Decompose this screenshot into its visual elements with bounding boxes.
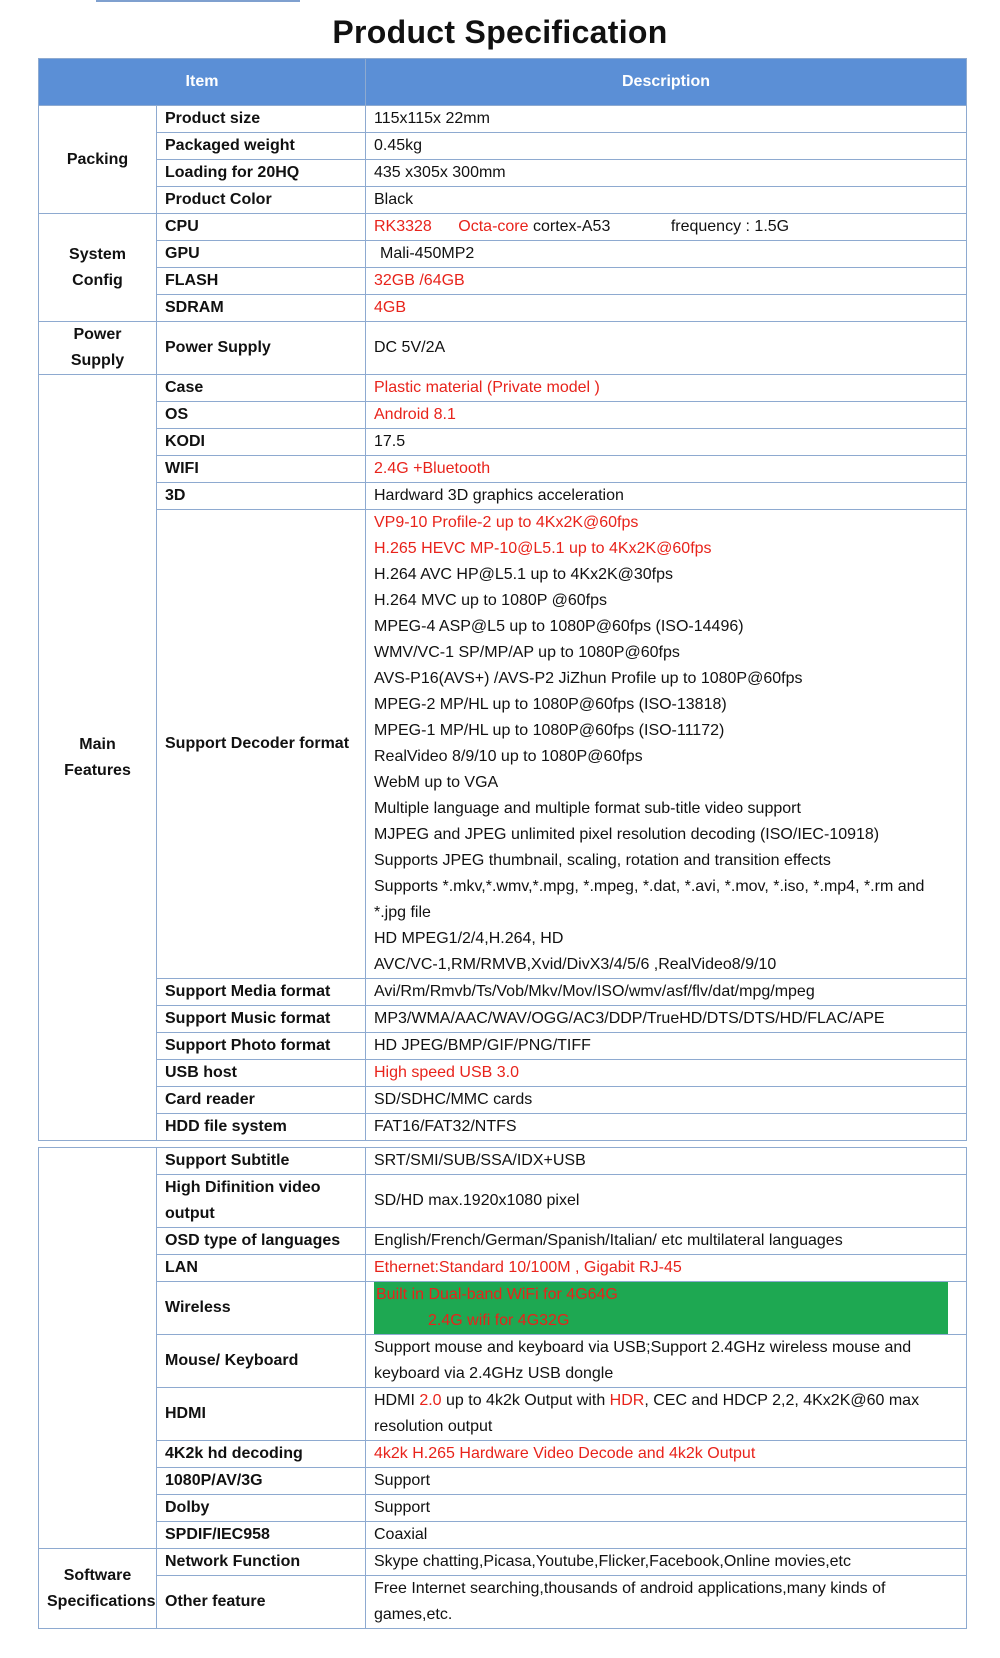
table-row [39, 979, 967, 1006]
spec-value: Ethernet:Standard 10/100M , Gigabit RJ-45 [366, 1255, 967, 1282]
table-row [39, 1388, 967, 1441]
table-row [39, 429, 967, 456]
hdmi-hdr: HDR [609, 1392, 645, 1409]
table-row [39, 214, 967, 241]
value-line: Support mouse and keyboard via USB;Support 2.4GHz wireless mouse and [374, 1339, 912, 1356]
spec-name: LAN [157, 1255, 366, 1282]
value-line: games,etc. [374, 1606, 453, 1623]
list-item: MPEG-4 ASP@L5 up to 1080P@60fps (ISO-14496) [374, 618, 744, 635]
other-feature-value [366, 1576, 967, 1629]
top-decorative-rule [96, 0, 300, 2]
wireless-line: Built in Dual-band WiFi for 4G64G [376, 1286, 618, 1303]
table-row [39, 510, 967, 979]
table-row [39, 456, 967, 483]
spec-value: Mali-450MP2 [366, 241, 967, 268]
spec-value: SD/SDHC/MMC cards [366, 1087, 967, 1114]
spec-value: DC 5V/2A [366, 322, 967, 375]
table-row [39, 106, 967, 133]
spec-name: Packaged weight [157, 133, 366, 160]
spec-value: Hardward 3D graphics acceleration [366, 483, 967, 510]
hdmi-version: 2.0 [419, 1392, 442, 1409]
spec-name: Mouse/ Keyboard [157, 1335, 366, 1388]
table-row [39, 1522, 967, 1549]
table-row [39, 1087, 967, 1114]
table-row [39, 268, 967, 295]
table-row [39, 1282, 967, 1335]
list-item: Multiple language and multiple format sub-title video support [374, 800, 801, 817]
list-item: AVC/VC-1,RM/RMVB,Xvid/DivX3/4/5/6 ,RealVideo8/9/10 [374, 956, 777, 973]
category-line: Software [63, 1566, 132, 1584]
header-item: Item [39, 59, 366, 106]
table-row [39, 1549, 967, 1576]
spec-name: Loading for 20HQ [157, 160, 366, 187]
spec-name: SPDIF/IEC958 [157, 1522, 366, 1549]
spec-name: Support Subtitle [157, 1148, 366, 1175]
spec-value: 435 x305x 300mm [366, 160, 967, 187]
category-power-supply: Power Supply [39, 322, 157, 375]
spec-value: English/French/German/Spanish/Italian/ etc multilateral languages [366, 1228, 967, 1255]
list-item: Supports JPEG thumbnail, scaling, rotation and transition effects [374, 852, 831, 869]
spec-value: HD JPEG/BMP/GIF/PNG/TIFF [366, 1033, 967, 1060]
spec-value: 4GB [366, 295, 967, 322]
table-row [39, 1006, 967, 1033]
spec-name: HDMI [157, 1388, 366, 1441]
spec-name: HDD file system [157, 1114, 366, 1141]
spec-name: 4K2k hd decoding [157, 1441, 366, 1468]
table-header-row [39, 59, 967, 106]
spec-value: Coaxial [366, 1522, 967, 1549]
hdmi-value [366, 1388, 967, 1441]
list-item: *.jpg file [374, 904, 431, 921]
list-item: AVS-P16(AVS+) /AVS-P2 JiZhun Profile up to 1080P@60fps [374, 670, 803, 687]
spec-name: Product size [157, 106, 366, 133]
table-row [39, 295, 967, 322]
table-row [39, 322, 967, 375]
list-item: Supports *.mkv,*.wmv,*.mpg, *.mpeg, *.dat, *.avi, *.mov, *.iso, *.mp4, *.rm and [374, 878, 925, 895]
list-item: H.265 HEVC MP-10@L5.1 up to 4Kx2K@60fps [374, 540, 712, 557]
spec-name: Support Photo format [157, 1033, 366, 1060]
spec-name: Product Color [157, 187, 366, 214]
table-row [39, 1495, 967, 1522]
table-row [39, 1060, 967, 1087]
spec-value: Avi/Rm/Rmvb/Ts/Vob/Mkv/Mov/ISO/wmv/asf/flv/dat/mpg/mpeg [366, 979, 967, 1006]
spec-value: Support [366, 1495, 967, 1522]
table-row [39, 1255, 967, 1282]
category-software [39, 1549, 157, 1629]
hdmi-text: up to 4k2k Output with [441, 1392, 610, 1409]
spec-value: MP3/WMA/AAC/WAV/OGG/AC3/DDP/TrueHD/DTS/DTS/HD/FLAC/APE [366, 1006, 967, 1033]
hdmi-text: HDMI [374, 1392, 420, 1409]
category-line: Specifications [47, 1592, 156, 1610]
category-system-config: System Config [39, 214, 157, 322]
list-item: H.264 AVC HP@L5.1 up to 4Kx2K@30fps [374, 566, 674, 583]
table-row [39, 1228, 967, 1255]
spec-name: Other feature [157, 1576, 366, 1629]
category-blank [39, 1148, 157, 1549]
cpu-arch: cortex-A53 [532, 218, 611, 235]
list-item: WebM up to VGA [374, 774, 499, 791]
mouse-value [366, 1335, 967, 1388]
table-row [39, 375, 967, 402]
list-item: MPEG-2 MP/HL up to 1080P@60fps (ISO-13818) [374, 696, 727, 713]
value-line: keyboard via 2.4GHz USB dongle [374, 1365, 614, 1382]
spec-value: 2.4G +Bluetooth [366, 456, 967, 483]
table-row [39, 187, 967, 214]
wireless-line: 2.4G wifi for 4G32G [428, 1312, 570, 1329]
spec-value: 115x115x 22mm [366, 106, 967, 133]
spec-value: Android 8.1 [366, 402, 967, 429]
table-row [39, 241, 967, 268]
table-row [39, 1468, 967, 1495]
list-item: HD MPEG1/2/4,H.264, HD [374, 930, 564, 947]
table-row [39, 1033, 967, 1060]
table-row [39, 160, 967, 187]
spec-name: Support Media format [157, 979, 366, 1006]
hdmi-text: , CEC and HDCP 2,2, 4Kx2K@60 max [644, 1392, 920, 1409]
hdmi-line-2: resolution output [374, 1418, 493, 1435]
spec-value: High speed USB 3.0 [366, 1060, 967, 1087]
spec-name: Card reader [157, 1087, 366, 1114]
spec-name: GPU [157, 241, 366, 268]
value-line: Free Internet searching,thousands of android applications,many kinds of [374, 1580, 886, 1597]
hdmi-line-1 [374, 1388, 958, 1414]
page-title: Product Specification [332, 14, 668, 50]
table-gap [39, 1141, 967, 1148]
spec-name: SDRAM [157, 295, 366, 322]
spec-value: 17.5 [366, 429, 967, 456]
spec-name: WIFI [157, 456, 366, 483]
cpu-chip: RK3328 [374, 218, 432, 235]
wireless-highlight-box [374, 1282, 948, 1334]
decoder-list [366, 510, 967, 979]
spec-value: SD/HD max.1920x1080 pixel [366, 1175, 967, 1228]
spec-value: Plastic material (Private model ) [366, 375, 967, 402]
spec-name: Support Decoder format [157, 510, 366, 979]
spec-name: OS [157, 402, 366, 429]
spec-name: 3D [157, 483, 366, 510]
spec-name: CPU [157, 214, 366, 241]
cpu-frequency: frequency : 1.5G [670, 218, 790, 235]
category-main-features: Main Features [39, 375, 157, 1141]
spec-value: Skype chatting,Picasa,Youtube,Flicker,Facebook,Online movies,etc [366, 1549, 967, 1576]
list-item: VP9-10 Profile-2 up to 4Kx2K@60fps [374, 514, 639, 531]
table-row [39, 1441, 967, 1468]
wireless-value [366, 1282, 967, 1335]
spec-name: KODI [157, 429, 366, 456]
cpu-cores: Octa-core [458, 218, 529, 235]
spec-value: 32GB /64GB [366, 268, 967, 295]
spec-value-cpu [366, 214, 967, 241]
list-item: H.264 MVC up to 1080P @60fps [374, 592, 607, 609]
spec-value: SRT/SMI/SUB/SSA/IDX+USB [366, 1148, 967, 1175]
header-description: Description [366, 59, 967, 106]
spec-name: Power Supply [157, 322, 366, 375]
spec-name: FLASH [157, 268, 366, 295]
spec-table [38, 58, 967, 1629]
spec-name: Dolby [157, 1495, 366, 1522]
spec-value: 0.45kg [366, 133, 967, 160]
table-row [39, 133, 967, 160]
table-row [39, 1576, 967, 1629]
list-item: MJPEG and JPEG unlimited pixel resolution decoding (ISO/IEC-10918) [374, 826, 880, 843]
table-row [39, 483, 967, 510]
spec-value: 4k2k H.265 Hardware Video Decode and 4k2k Output [366, 1441, 967, 1468]
list-item: MPEG-1 MP/HL up to 1080P@60fps (ISO-11172) [374, 722, 725, 739]
spec-name: USB host [157, 1060, 366, 1087]
list-item: RealVideo 8/9/10 up to 1080P@60fps [374, 748, 643, 765]
table-row [39, 402, 967, 429]
table-row [39, 1175, 967, 1228]
spec-name: Network Function [157, 1549, 366, 1576]
spec-name: OSD type of languages [157, 1228, 366, 1255]
spec-value: Black [366, 187, 967, 214]
spec-name: High Difinition video output [157, 1175, 366, 1228]
category-packing: Packing [39, 106, 157, 214]
spec-name: 1080P/AV/3G [157, 1468, 366, 1495]
table-row [39, 1148, 967, 1175]
table-row [39, 1114, 967, 1141]
spec-value: Support [366, 1468, 967, 1495]
spec-name: Case [157, 375, 366, 402]
table-row [39, 1335, 967, 1388]
spec-value: FAT16/FAT32/NTFS [366, 1114, 967, 1141]
list-item: WMV/VC-1 SP/MP/AP up to 1080P@60fps [374, 644, 680, 661]
spec-name: Wireless [157, 1282, 366, 1335]
spec-name: Support Music format [157, 1006, 366, 1033]
